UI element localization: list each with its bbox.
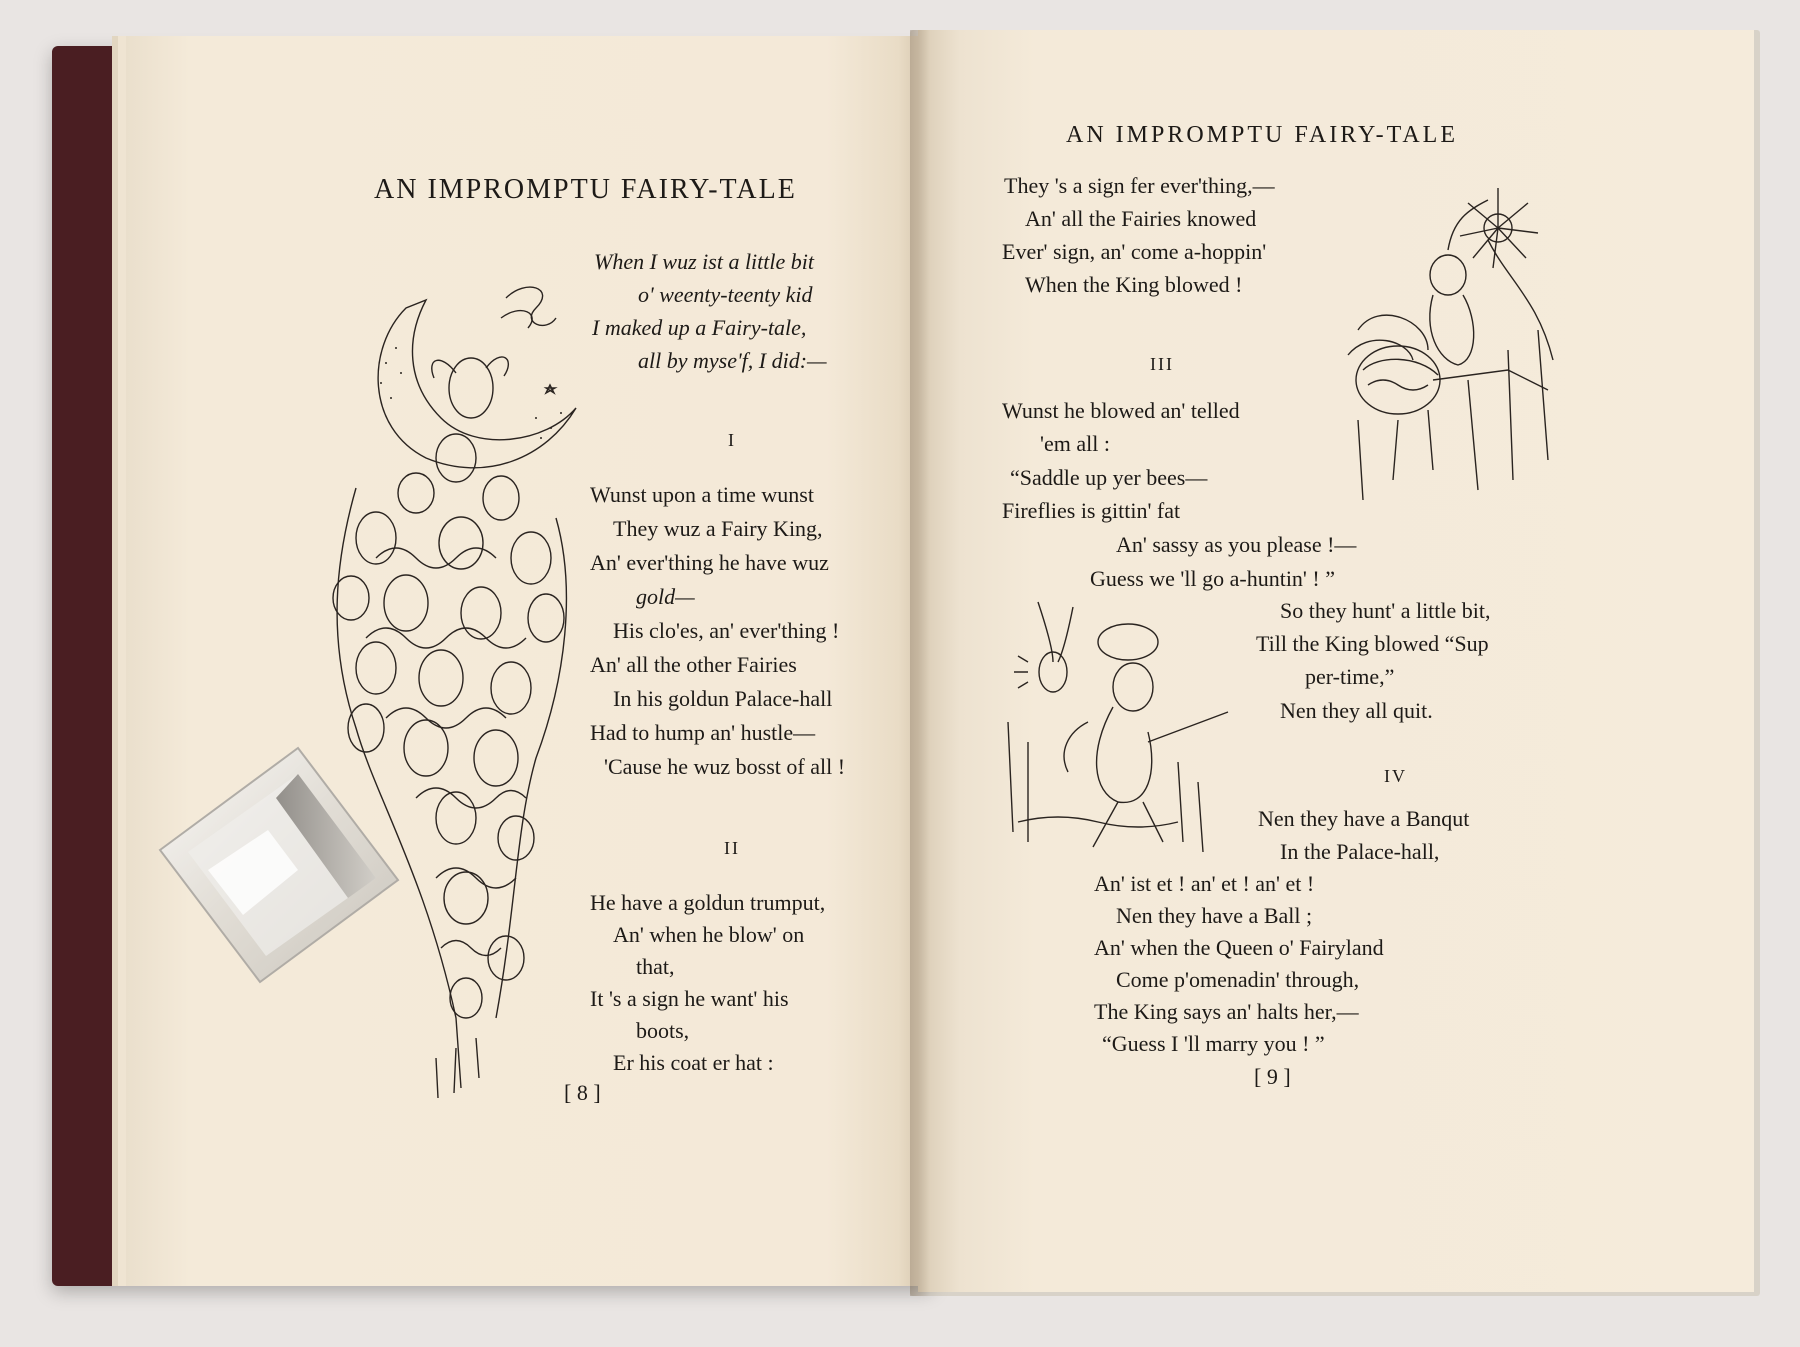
verse-line: Wunst he blowed an' telled — [1002, 398, 1240, 423]
right-page — [918, 30, 1754, 1292]
verse-line: “Saddle up yer bees— — [1010, 465, 1208, 490]
verse-line: Nen they have a Banqut — [1258, 806, 1470, 831]
glass-cube-paperweight — [148, 740, 408, 985]
verse-line: It 's a sign he want' his — [590, 986, 789, 1011]
verse-line: His clo'es, an' ever'thing ! — [613, 618, 840, 643]
verse-line: boots, — [636, 1018, 690, 1043]
section-numeral-2: II — [724, 838, 740, 858]
verse-line: 'em all : — [1040, 431, 1110, 456]
verse-line: Er his coat er hat : — [613, 1050, 774, 1075]
verse-line: that, — [636, 954, 675, 979]
verse-line: An' all the Fairies knowed — [1025, 206, 1257, 231]
verse-line: So they hunt' a little bit, — [1280, 598, 1491, 623]
intro-line: When I wuz ist a little bit — [594, 249, 814, 274]
verse-line: In his goldun Palace-hall — [613, 686, 833, 711]
left-page — [126, 36, 922, 1286]
verse-line: Nen they have a Ball ; — [1116, 903, 1313, 928]
verse-line: Ever' sign, an' come a-hoppin' — [1002, 239, 1267, 264]
bee-rider-illustration — [1338, 180, 1578, 510]
verse-line: In the Palace-hall, — [1280, 839, 1440, 864]
verse-line: Guess we 'll go a-huntin' ! ” — [1090, 566, 1335, 591]
section-numeral-4: IV — [1384, 766, 1407, 786]
verse-line: When the King blowed ! — [1025, 272, 1243, 297]
left-page-title: AN IMPROMPTU FAIRY-TALE — [374, 174, 797, 205]
verse-line: “Guess I 'll marry you ! ” — [1102, 1031, 1325, 1056]
verse-line: Wunst upon a time wunst — [590, 482, 814, 507]
verse-line: The King says an' halts her,— — [1094, 999, 1359, 1024]
verse-line: gold— — [636, 584, 695, 609]
verse-line: They 's a sign fer ever'thing,— — [1004, 173, 1275, 198]
verse-line: Come p'omenadin' through, — [1116, 967, 1360, 992]
page-number-left: [ 8 ] — [564, 1080, 601, 1105]
verse-line: 'Cause he wuz bosst of all ! — [604, 754, 846, 779]
verse-line: per-time,” — [1305, 664, 1395, 689]
verse-line: An' sassy as you please !— — [1116, 532, 1357, 557]
verse-line: Fireflies is gittin' fat — [1002, 498, 1181, 523]
verse-line: An' when he blow' on — [613, 922, 805, 947]
section-numeral-1: I — [728, 430, 736, 450]
verse-line: An' when the Queen o' Fairyland — [1094, 935, 1384, 960]
section-numeral-3: III — [1150, 354, 1174, 374]
intro-line: o' weenty-teenty kid — [638, 282, 813, 307]
verse-line: An' ist et ! an' et ! an' et ! — [1094, 871, 1315, 896]
verse-line: Till the King blowed “Sup — [1256, 631, 1489, 656]
book-gutter-shadow — [910, 30, 930, 1296]
verse-line: An' ever'thing he have wuz — [590, 550, 829, 575]
firefly-hunter-illustration — [998, 602, 1238, 872]
page-number-right: [ 9 ] — [1254, 1064, 1291, 1089]
verse-line: He have a goldun trumput, — [590, 890, 826, 915]
verse-line: Had to hump an' hustle— — [590, 720, 816, 745]
verse-line: An' all the other Fairies — [590, 652, 797, 677]
intro-line: all by myse'f, I did:— — [638, 348, 827, 373]
verse-line: Nen they all quit. — [1280, 698, 1433, 723]
verse-line: They wuz a Fairy King, — [613, 516, 823, 541]
intro-line: I maked up a Fairy-tale, — [592, 315, 807, 340]
right-page-title: AN IMPROMPTU FAIRY-TALE — [1066, 122, 1458, 148]
